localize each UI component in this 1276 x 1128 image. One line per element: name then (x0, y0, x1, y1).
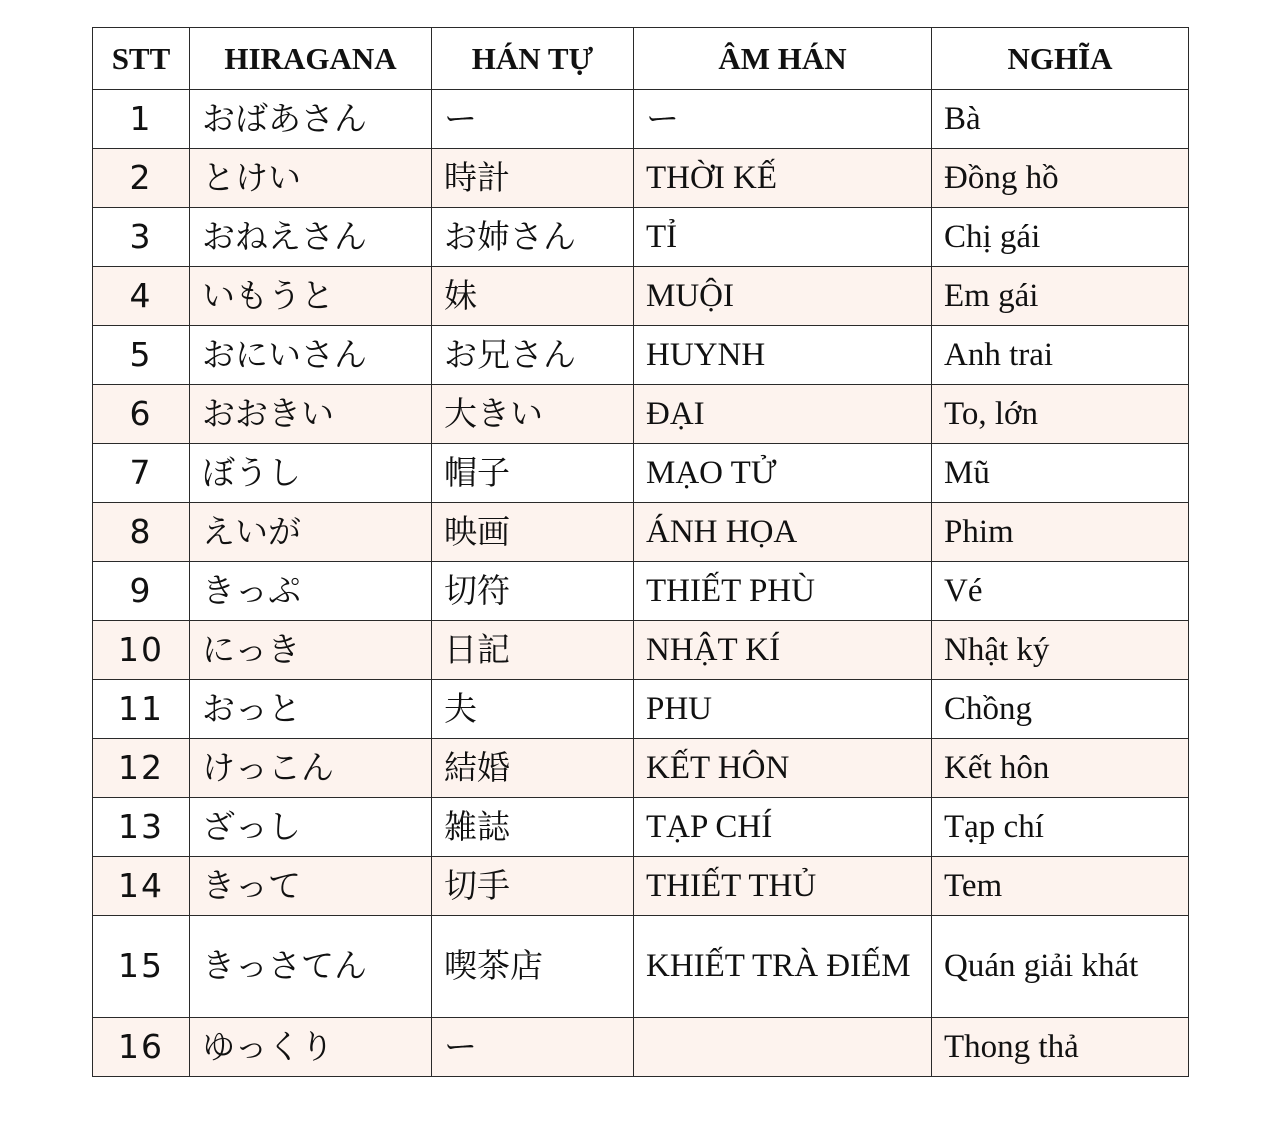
cell-nghia: Tem (932, 857, 1189, 916)
cell-stt: 9 (93, 562, 190, 621)
cell-nghia: Thong thả (932, 1018, 1189, 1077)
table-row (93, 916, 1189, 1018)
cell-stt: 1 (93, 90, 190, 149)
cell-amhan: THIẾT PHÙ (634, 562, 932, 621)
vocabulary-table (92, 27, 1189, 1077)
cell-nghia: Anh trai (932, 326, 1189, 385)
cell-stt: 13 (93, 798, 190, 857)
table-row (93, 680, 1189, 739)
cell-hiragana: ざっし (190, 798, 432, 857)
cell-hiragana: いもうと (190, 267, 432, 326)
cell-kanji: 妹 (432, 267, 634, 326)
cell-stt: 6 (93, 385, 190, 444)
cell-amhan: TẠP CHÍ (634, 798, 932, 857)
cell-amhan: ÁNH HỌA (634, 503, 932, 562)
cell-nghia: Nhật ký (932, 621, 1189, 680)
cell-kanji: 切手 (432, 857, 634, 916)
cell-stt: 11 (93, 680, 190, 739)
cell-kanji: 結婚 (432, 739, 634, 798)
cell-kanji: 夫 (432, 680, 634, 739)
cell-hiragana: にっき (190, 621, 432, 680)
cell-hiragana: ぼうし (190, 444, 432, 503)
cell-stt: 16 (93, 1018, 190, 1077)
cell-hiragana: ゆっくり (190, 1018, 432, 1077)
header-row (93, 28, 1189, 90)
cell-hiragana: きって (190, 857, 432, 916)
header-amhan: ÂM HÁN (634, 28, 932, 90)
cell-kanji: お姉さん (432, 208, 634, 267)
cell-hiragana: えいが (190, 503, 432, 562)
header-hiragana: HIRAGANA (190, 28, 432, 90)
cell-nghia: To, lớn (932, 385, 1189, 444)
cell-stt: 12 (93, 739, 190, 798)
header-kanji: HÁN TỰ (432, 28, 634, 90)
cell-kanji: ー (432, 90, 634, 149)
cell-amhan: NHẬT KÍ (634, 621, 932, 680)
cell-nghia: Chồng (932, 680, 1189, 739)
cell-kanji: 雑誌 (432, 798, 634, 857)
cell-kanji: 大きい (432, 385, 634, 444)
cell-hiragana: おばあさん (190, 90, 432, 149)
cell-amhan: THIẾT THỦ (634, 857, 932, 916)
cell-nghia: Quán giải khát (932, 916, 1189, 1018)
cell-kanji: お兄さん (432, 326, 634, 385)
cell-nghia: Em gái (932, 267, 1189, 326)
cell-amhan (634, 1018, 932, 1077)
cell-stt: 10 (93, 621, 190, 680)
cell-amhan: ー (634, 90, 932, 149)
cell-stt: 5 (93, 326, 190, 385)
table-row (93, 267, 1189, 326)
cell-stt: 15 (93, 916, 190, 1018)
cell-stt: 8 (93, 503, 190, 562)
cell-nghia: Phim (932, 503, 1189, 562)
cell-kanji: 映画 (432, 503, 634, 562)
cell-nghia: Mũ (932, 444, 1189, 503)
cell-kanji: 切符 (432, 562, 634, 621)
cell-nghia: Tạp chí (932, 798, 1189, 857)
cell-kanji: 喫茶店 (432, 916, 634, 1018)
cell-amhan: PHU (634, 680, 932, 739)
cell-nghia: Kết hôn (932, 739, 1189, 798)
cell-hiragana: おにいさん (190, 326, 432, 385)
cell-amhan: KẾT HÔN (634, 739, 932, 798)
cell-amhan: MUỘI (634, 267, 932, 326)
cell-hiragana: とけい (190, 149, 432, 208)
cell-amhan: MẠO TỬ (634, 444, 932, 503)
table-row (93, 90, 1189, 149)
table-row (93, 208, 1189, 267)
table-row (93, 739, 1189, 798)
cell-hiragana: きっさてん (190, 916, 432, 1018)
cell-kanji: 時計 (432, 149, 634, 208)
table-row (93, 503, 1189, 562)
cell-kanji: 日記 (432, 621, 634, 680)
table-row (93, 621, 1189, 680)
table-row (93, 857, 1189, 916)
cell-amhan: KHIẾT TRÀ ĐIẾM (634, 916, 932, 1018)
cell-stt: 14 (93, 857, 190, 916)
cell-stt: 7 (93, 444, 190, 503)
cell-hiragana: おおきい (190, 385, 432, 444)
cell-hiragana: おねえさん (190, 208, 432, 267)
cell-amhan: TỈ (634, 208, 932, 267)
cell-amhan: ĐẠI (634, 385, 932, 444)
cell-nghia: Chị gái (932, 208, 1189, 267)
cell-amhan: HUYNH (634, 326, 932, 385)
cell-stt: 2 (93, 149, 190, 208)
cell-stt: 3 (93, 208, 190, 267)
cell-amhan: THỜI KẾ (634, 149, 932, 208)
cell-hiragana: けっこん (190, 739, 432, 798)
table-row (93, 149, 1189, 208)
cell-kanji: 帽子 (432, 444, 634, 503)
cell-nghia: Đồng hồ (932, 149, 1189, 208)
header-stt: STT (93, 28, 190, 90)
cell-nghia: Bà (932, 90, 1189, 149)
cell-hiragana: きっぷ (190, 562, 432, 621)
table-row (93, 444, 1189, 503)
table-row (93, 385, 1189, 444)
cell-hiragana: おっと (190, 680, 432, 739)
table-row (93, 562, 1189, 621)
header-nghia: NGHĨA (932, 28, 1189, 90)
cell-nghia: Vé (932, 562, 1189, 621)
table-row (93, 326, 1189, 385)
cell-stt: 4 (93, 267, 190, 326)
table-row (93, 798, 1189, 857)
table-row (93, 1018, 1189, 1077)
cell-kanji: ー (432, 1018, 634, 1077)
